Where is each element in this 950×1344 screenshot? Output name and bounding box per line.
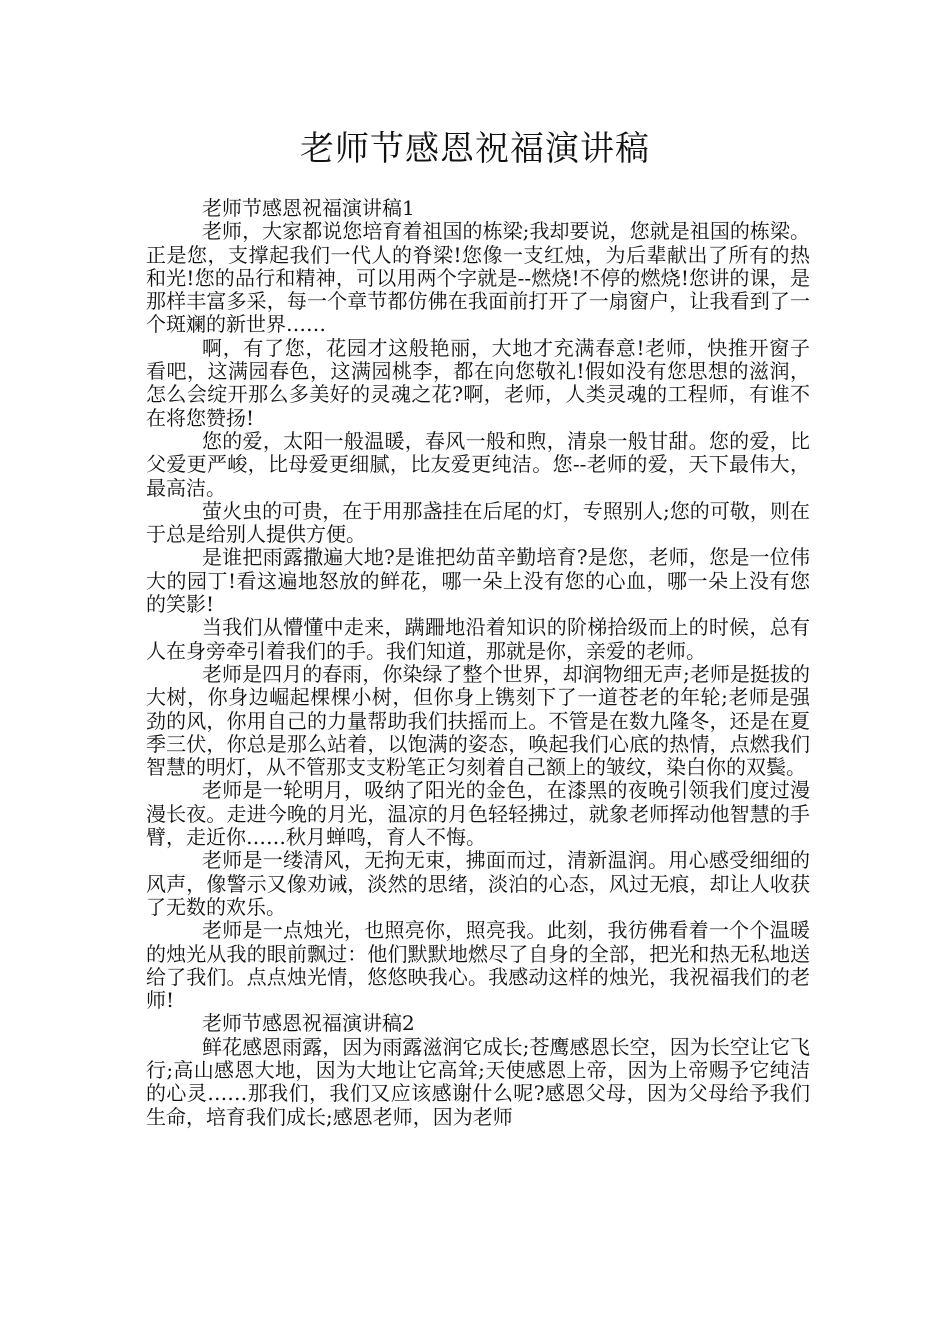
paragraph: 当我们从懵懂中走来，蹒跚地沿着知识的阶梯拾级而上的时候，总有人在身旁牵引着我们的手。我们知道，那就是你，亲爱的老师。 xyxy=(146,615,810,663)
paragraph: 鲜花感恩雨露，因为雨露滋润它成长;苍鹰感恩长空，因为长空让它飞行;高山感恩大地，因为大地让它高耸;天使感恩上帝，因为上帝赐予它纯洁的心灵……那我们，我们又应该感谢什么呢?感恩父母，因为父母给予我们生命，培育我们成长;感恩老师，因为老师 xyxy=(146,1034,810,1129)
document-body xyxy=(146,197,810,1129)
paragraph: 啊，有了您，花园才这般艳丽，大地才充满春意!老师，快推开窗子看吧，这满园春色，这满园桃李，都在向您敬礼!假如没有您思想的滋润，怎么会绽开那么多美好的灵魂之花?啊，老师，人类灵魂的工程师，有谁不在将您赞扬! xyxy=(146,335,810,430)
paragraph: 老师是一点烛光，也照亮你，照亮我。此刻，我彷佛看着一个个温暖的烛光从我的眼前飘过：他们默默地燃尽了自身的全部，把光和热无私地送给了我们。点点烛光情，悠悠映我心。我感动这样的烛光，我祝福我们的老师! xyxy=(146,918,810,1013)
paragraph: 老师，大家都说您培育着祖国的栋梁;我却要说，您就是祖国的栋梁。正是您，支撑起我们一代人的脊梁!您像一支红烛，为后辈献出了所有的热和光!您的品行和精神，可以用两个字就是--燃烧!不停的燃烧!您讲的课，是那样丰富多采，每一个章节都仿佛在我面前打开了一扇窗户，让我看到了一个斑斓的新世界…… xyxy=(146,219,810,337)
section-heading-1: 老师节感恩祝福演讲稿1 xyxy=(202,196,415,220)
paragraph: 是谁把雨露撒遍大地?是谁把幼苗辛勤培育?是您，老师，您是一位伟大的园丁!看这遍地怒放的鲜花，哪一朵上没有您的心血，哪一朵上没有您的笑影! xyxy=(146,545,810,617)
paragraph: 您的爱，太阳一般温暖，春风一般和煦，清泉一般甘甜。您的爱，比父爱更严峻，比母爱更细腻，比友爱更纯洁。您--老师的爱，天下最伟大，最高洁。 xyxy=(146,428,810,500)
paragraph: 老师是一轮明月，吸纳了阳光的金色，在漆黑的夜晚引领我们度过漫漫长夜。走进今晚的月光，温凉的月色轻轻拂过，就象老师挥动他智慧的手臂，走近你……秋月蝉鸣，育人不悔。 xyxy=(146,778,810,850)
section-heading-2: 老师节感恩祝福演讲稿2 xyxy=(202,1011,415,1036)
paragraph: 老师是一缕清风，无拘无束，拂面而过，清新温润。用心感受细细的风声，像警示又像劝诫，淡然的思绪，淡泊的心态，风过无痕，却让人收获了无数的欢乐。 xyxy=(146,848,810,919)
document-title: 老师节感恩祝福演讲稿 xyxy=(300,129,650,169)
paragraph: 老师是四月的春雨，你染绿了整个世界，却润物细无声;老师是挺拔的大树，你身边崛起棵棵小树，但你身上镌刻下了一道苍老的年轮;老师是强劲的风，你用自己的力量帮助我们扶摇而上。不管是在数九隆冬，还是在夏季三伏，你总是那么站着，以饱满的姿态，唤起我们心底的热情，点燃我们智慧的明灯，从不管那支支粉笔正匀刻着自己额上的皱纹，染白你的双鬓。 xyxy=(146,661,810,780)
paragraph: 萤火虫的可贵，在于用那盏挂在后尾的灯，专照别人;您的可敬，则在于总是给别人提供方便。 xyxy=(146,498,810,547)
